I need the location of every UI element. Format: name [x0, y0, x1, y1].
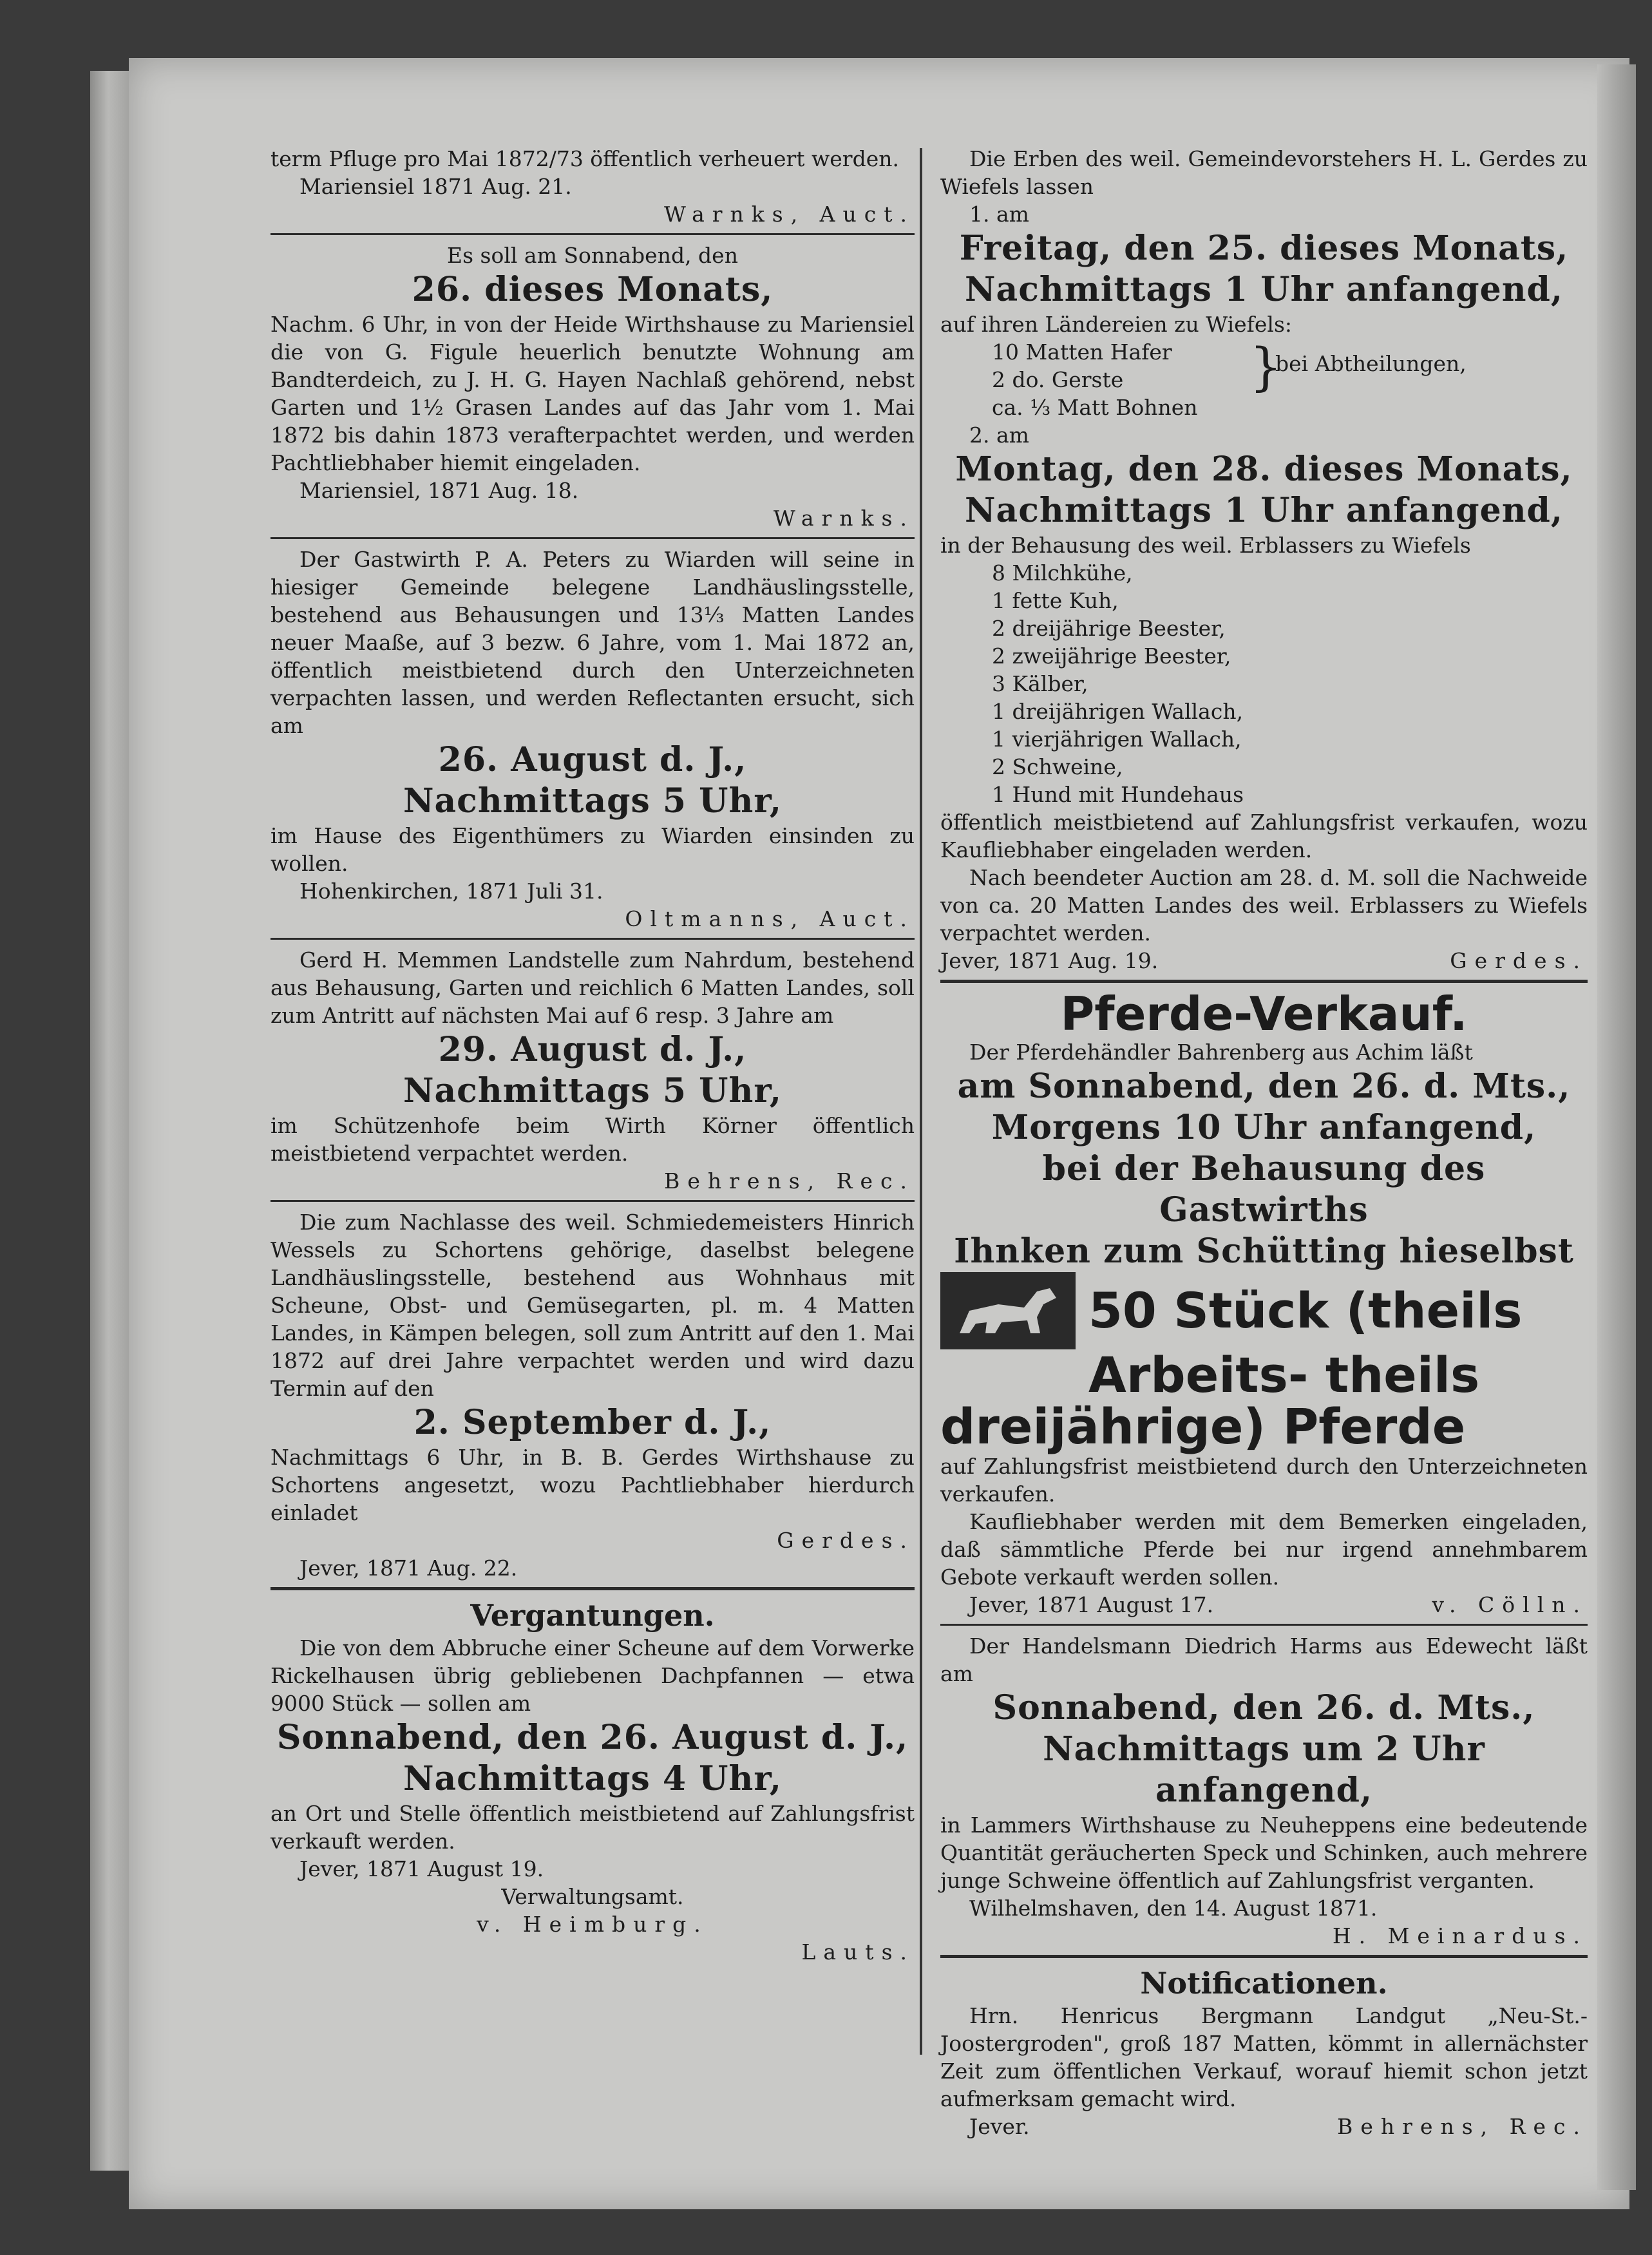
notice-date-heading: Sonnabend, den 26. d. Mts., [992, 1688, 1535, 1727]
separator [271, 938, 915, 940]
notice-date-heading: Sonnabend, den 26. August d. J., [276, 1718, 909, 1757]
horse-headline-row [940, 1272, 1588, 1349]
separator [940, 980, 1588, 983]
notice-date: Wilhelmshaven, den 14. August 1871. [969, 1896, 1378, 1921]
section-heading: Vergantungen. [470, 1598, 715, 1633]
notice-item-number: 2. am [969, 423, 1029, 448]
notice-date-heading: Freitag, den 25. dieses Monats, [959, 229, 1569, 268]
notice-text: term Pfluge pro Mai 1872/73 öffentlich verheuert werden. [271, 146, 899, 171]
separator [271, 1587, 915, 1590]
livestock-item: 2 zweijährige Beester, [992, 643, 1231, 669]
notice-signature: Oltmanns, Auct. [625, 906, 915, 931]
notice-text: auf ihren Ländereien zu Wiefels: [940, 312, 1293, 337]
notice-text: Hrn. Henricus Bergmann Landgut „Neu-St.-Joostergroden", groß 187 Matten, kömmt in allernächster Zeit zum öffentlichen Verkauf, worauf hiemit schon jetzt aufmerksam gemacht wird. [940, 2003, 1588, 2111]
notice-text: Die zum Nachlasse des weil. Schmiedemeisters Hinrich Wessels zu Schortens gehörige, daselbst belegene Landhäuslingsstelle, bestehend aus Wohnhaus mit Scheune, Obst- und Gemüsegarten, pl. m. 4 Matten Landes, in Kämpen belegen, soll zum Antritt auf den 1. Mai 1872 auf drei Jahre verpachtet werden und wird dazu Termin auf den [271, 1210, 915, 1401]
notice-schortens [271, 1208, 915, 1582]
notice-signature: Warnks, Auct. [664, 202, 915, 227]
notice-text: Die Erben des weil. Gemeindevorstehers H. L. Gerdes zu Wiefels lassen [940, 146, 1588, 199]
column-divider [920, 148, 922, 2055]
livestock-item: 1 vierjährigen Wallach, [992, 727, 1242, 752]
notice-time-heading: Nachmittags 5 Uhr, [403, 1071, 783, 1110]
notice-date: Jever, 1871 Aug. 19. [940, 948, 1159, 973]
notice-date-heading: am Sonnabend, den 26. d. Mts., [957, 1067, 1571, 1106]
notice-item-number: 1. am [969, 202, 1029, 227]
separator [940, 1955, 1588, 1958]
notice-date-heading: 2. September d. J., [413, 1403, 772, 1442]
brace-label: bei Abtheilungen, [1275, 351, 1467, 376]
livestock-item: 2 dreijährige Beester, [992, 616, 1226, 641]
notice-time-heading: Nachmittags um 2 Uhr anfangend, [1043, 1729, 1485, 1810]
notice-place: Jever. [969, 2114, 1030, 2139]
notice-signature: v. Cölln. [1432, 1592, 1588, 1617]
notice-location-heading: Ihnken zum Schütting hieselbst [954, 1232, 1574, 1271]
horse-count-headline: 50 Stück (theils [1088, 1282, 1523, 1339]
horse-headline-line2: Arbeits- theils [1088, 1346, 1480, 1403]
notice-footer [940, 2113, 1588, 2140]
notice-date: Mariensiel 1871 Aug. 21. [299, 174, 572, 199]
notice-date: Jever, 1871 August 17. [969, 1592, 1214, 1617]
notice-text: Nachmittags 6 Uhr, in B. B. Gerdes Wirthshause zu Schortens angesetzt, wozu Pachtliebhaber hierdurch einladet [271, 1445, 915, 1525]
separator [271, 1200, 915, 1202]
notice-signature: H. Meinardus. [1332, 1923, 1588, 1948]
notice-text: im Hause des Eigenthümers zu Wiarden einsinden zu wollen. [271, 823, 915, 876]
notice-text: in Lammers Wirthshause zu Neuheppens eine bedeutende Quantität geräucherten Speck und Schinken, auch mehrere junge Schweine öffentlich auf Zahlungsfrist verganten. [940, 1813, 1588, 1893]
notice-text: auf Zahlungsfrist meistbietend durch den Unterzeichneten verkaufen. [940, 1454, 1588, 1507]
notice-time-heading: Nachmittags 5 Uhr, [403, 781, 783, 821]
livestock-item: 3 Kälber, [992, 671, 1088, 696]
notice-signature: Behrens, Rec. [664, 1168, 915, 1194]
notice-signature: Warnks. [773, 506, 915, 531]
livestock-item: 8 Milchkühe, [992, 560, 1133, 585]
left-column [271, 145, 915, 1966]
notice-text: in der Behausung des weil. Erblassers zu Wiefels [940, 533, 1471, 558]
section-vergantungen [271, 1597, 915, 1966]
notice-date: Hohenkirchen, 1871 Juli 31. [299, 879, 603, 904]
crop-item: ca. ⅓ Matt Bohnen [992, 395, 1198, 420]
notice-office: Verwaltungsamt. [501, 1884, 684, 1909]
notice-time-heading: Morgens 10 Uhr anfangend, [991, 1108, 1537, 1147]
livestock-item: 1 fette Kuh, [992, 588, 1119, 613]
notice-text: Der Pferdehändler Bahrenberg aus Achim läßt [969, 1040, 1473, 1065]
notice-nahrdum [271, 946, 915, 1195]
notice-date-heading: 26. August d. J., [438, 740, 747, 779]
notice-signature: Gerdes. [1450, 948, 1588, 973]
book-page-edge-right [1597, 64, 1636, 2190]
notice-time-heading: Nachmittags 1 Uhr anfangend, [965, 270, 1563, 309]
notice-wiarden [271, 546, 915, 933]
notice-text: Der Handelsmann Diedrich Harms aus Edewecht läßt am [940, 1633, 1588, 1686]
livestock-item: 2 Schweine, [992, 754, 1123, 779]
horse-silhouette-icon [940, 1272, 1076, 1349]
notice-signature: v. Heimburg. [477, 1912, 708, 1937]
notice-text: im Schützenhofe beim Wirth Körner öffentlich meistbietend verpachtet werden. [271, 1113, 915, 1166]
right-column [940, 145, 1588, 2140]
notice-text: Der Gastwirth P. A. Peters zu Wiarden will seine in hiesiger Gemeinde belegene Landhäuslingsstelle, bestehend aus Behausungen und 13⅓ Matten Landes neuer Maaße, auf 3 bezw. 6 Jahre, vom 1. Mai 1872 an, öffentlich meistbietend durch den Unterzeichneten verpachten lassen, und werden Reflectanten ersucht, sich am [271, 547, 915, 738]
notice-signature: Behrens, Rec. [1337, 2114, 1588, 2139]
notice-footer [940, 947, 1588, 975]
notice-date: Jever, 1871 August 19. [299, 1856, 544, 1881]
notice-text: Nachm. 6 Uhr, in von der Heide Wirthshause zu Mariensiel die von G. Figule heuerlich benutzte Wohnung am Bandterdeich, zu J. H. G. Hayen Nachlaß gehörend, nebst Garten und 1½ Grasen Landes auf das Jahr vom 1. Mai 1872 bis dahin 1873 verafterpachtet werden, und werden Pachtliebhaber hiemit eingeladen. [271, 312, 915, 475]
section-notificationen [940, 1965, 1588, 2140]
notice-text: an Ort und Stelle öffentlich meistbietend auf Zahlungsfrist verkauft werden. [271, 1801, 915, 1854]
notice-date: Mariensiel, 1871 Aug. 18. [299, 478, 579, 503]
notice-text: Die von dem Abbruche einer Scheune auf dem Vorwerke Rickelhausen übrig gebliebenen Dachpfannen — etwa 9000 Stück — sollen am [271, 1635, 915, 1716]
notice-date-heading: 26. dieses Monats, [412, 270, 774, 309]
notice-time-heading: Nachmittags 1 Uhr anfangend, [965, 491, 1563, 530]
section-heading: Notificationen. [1140, 1966, 1388, 2001]
brace-icon: } [1249, 337, 1282, 397]
section-heading: Pferde-Verkauf. [1060, 987, 1468, 1041]
notice-date-heading: 29. August d. J., [438, 1030, 747, 1069]
notice-text: Kaufliebhaber werden mit dem Bemerken eingeladen, daß sämmtliche Pferde bei nur irgend annehmbarem Gebote verkauft werden sollen. [940, 1509, 1588, 1590]
horse-headline-line3: dreijährige) Pferde [940, 1398, 1466, 1455]
notice-text: Nach beendeter Auction am 28. d. M. soll die Nachweide von ca. 20 Matten Landes des weil. Erblassers zu Wiefels verpachtet werden. [940, 865, 1588, 946]
notice-mariensiel-2 [271, 242, 915, 532]
notice-location-heading: bei der Behausung des Gastwirths [1042, 1149, 1486, 1230]
notice-time-heading: Nachmittags 4 Uhr, [403, 1759, 783, 1798]
separator [271, 233, 915, 235]
notice-footer [940, 1591, 1588, 1619]
notice-intro: Es soll am Sonnabend, den [447, 243, 738, 268]
notice-speck-schinken [940, 1632, 1588, 1950]
crop-list [940, 338, 1588, 421]
notice-signature: Gerdes. [777, 1528, 915, 1553]
crop-item: 2 do. Gerste [992, 367, 1124, 392]
separator [271, 537, 915, 539]
livestock-item: 1 dreijährigen Wallach, [992, 699, 1244, 724]
notice-mariensiel-1 [271, 145, 915, 228]
notice-date-heading: Montag, den 28. dieses Monats, [955, 450, 1573, 489]
separator [940, 1624, 1588, 1626]
notice-pferde-verkauf [940, 989, 1588, 1619]
crop-item: 10 Matten Hafer [992, 339, 1172, 365]
notice-date: Jever, 1871 Aug. 22. [299, 1556, 518, 1581]
notice-wiefels [940, 145, 1588, 975]
notice-signature: Lauts. [801, 1939, 915, 1965]
livestock-item: 1 Hund mit Hundehaus [992, 782, 1244, 807]
notice-text: Gerd H. Memmen Landstelle zum Nahrdum, bestehend aus Behausung, Garten und reichlich 6 Matten Landes, soll zum Antritt auf nächsten Mai auf 6 resp. 3 Jahre am [271, 947, 915, 1028]
notice-text: öffentlich meistbietend auf Zahlungsfrist verkaufen, wozu Kaufliebhaber eingeladen werden. [940, 810, 1588, 862]
livestock-list [940, 559, 1588, 808]
